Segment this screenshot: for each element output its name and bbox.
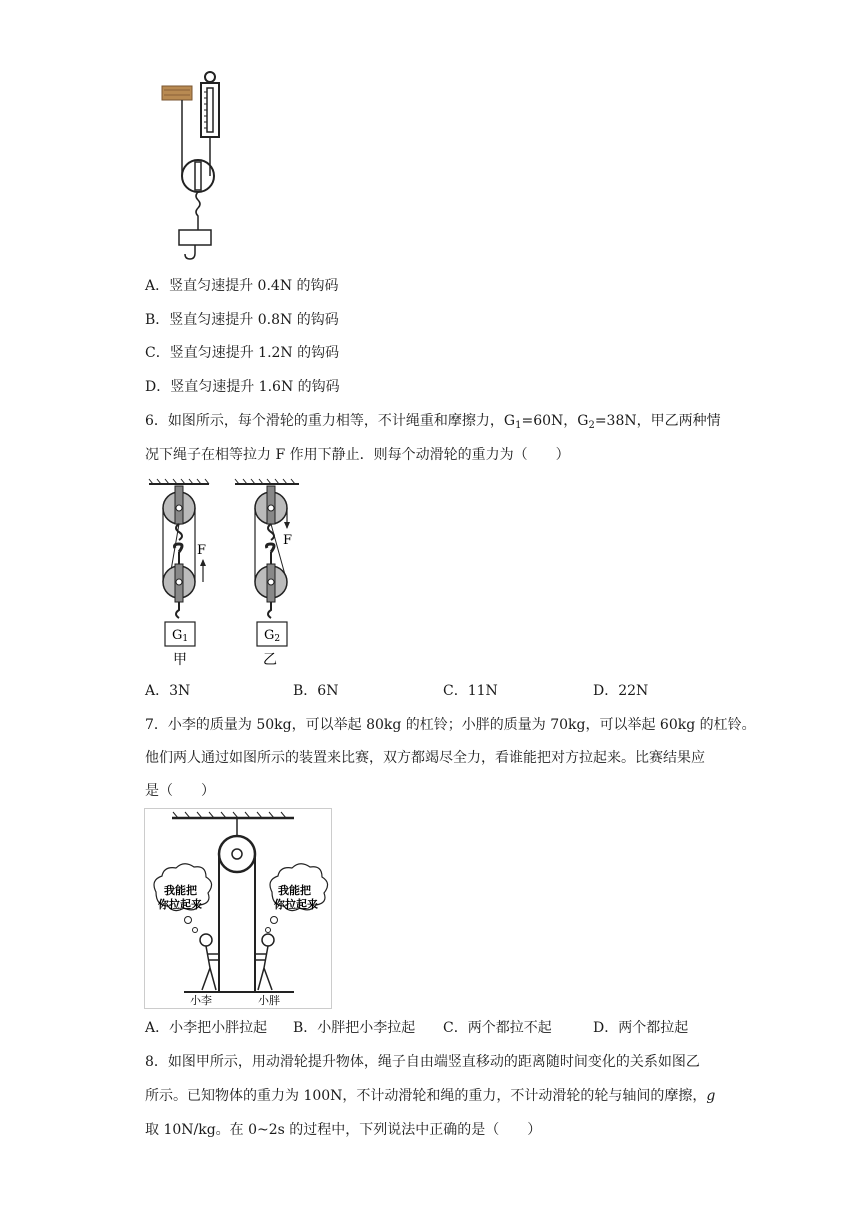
svg-text:你拉起来: 你拉起来 [274, 898, 318, 911]
svg-text:我能把: 我能把 [278, 884, 311, 897]
q8-question-line3: 取 10N/kg。在 0~2s 的过程中，下列说法中正确的是（ ） [145, 1122, 542, 1138]
q6-option-d[interactable]: D．22N [593, 683, 649, 699]
svg-text:G1: G1 [172, 628, 189, 644]
svg-text:我能把: 我能把 [164, 884, 197, 897]
svg-text:F: F [283, 533, 293, 548]
svg-text:甲: 甲 [173, 652, 187, 668]
svg-text:你拉起来: 你拉起来 [158, 898, 202, 911]
q7-figure [144, 808, 334, 1010]
q6-question-line2: 况下绳子在相等拉力 F 作用下静止．则每个动滑轮的重力为（ ） [145, 447, 570, 463]
q5-figure [150, 66, 250, 274]
q7-question-line1: 7．小李的质量为 50kg，可以举起 80kg 的杠铃；小胖的质量为 70kg，可以举起 60kg 的杠铃。 [145, 717, 756, 733]
q5-option-a[interactable]: A．竖直匀速提升 0.4N 的钩码 [145, 278, 339, 294]
svg-text:小胖: 小胖 [258, 994, 280, 1007]
q6-figure [145, 478, 315, 674]
q6-option-a[interactable]: A．3N [145, 683, 191, 699]
q8-question-line2: 所示。已知物体的重力为 100N，不计动滑轮和绳的重力，不计动滑轮的轮与轴间的摩擦，g [145, 1088, 716, 1104]
hook-weight [179, 230, 211, 245]
q7-question-line3: 是（ ） [145, 783, 215, 799]
q5-option-c[interactable]: C．竖直匀速提升 1.2N 的钩码 [145, 345, 340, 361]
pulley-system-yi [235, 479, 299, 668]
svg-text:乙: 乙 [263, 652, 277, 668]
spring-scale [201, 83, 219, 137]
force-arrow-jia [200, 559, 206, 566]
person-xiaoli [200, 934, 219, 990]
svg-text:G2: G2 [264, 628, 281, 644]
q8-question-line1: 8．如图甲所示，用动滑轮提升物体，绳子自由端竖直移动的距离随时间变化的关系如图乙 [145, 1054, 700, 1070]
q6-option-b[interactable]: B．6N [293, 683, 339, 699]
force-arrow-yi [284, 522, 290, 529]
svg-text:小李: 小李 [190, 994, 212, 1007]
q5-option-b[interactable]: B．竖直匀速提升 0.8N 的钩码 [145, 312, 339, 328]
q7-option-d[interactable]: D．两个都拉起 [593, 1020, 689, 1036]
q7-option-c[interactable]: C．两个都拉不起 [443, 1020, 552, 1036]
svg-text:F: F [197, 543, 207, 558]
q7-option-a[interactable]: A．小李把小胖拉起 [145, 1020, 268, 1036]
q6-option-c[interactable]: C．11N [443, 683, 498, 699]
q7-option-b[interactable]: B．小胖把小李拉起 [293, 1020, 416, 1036]
person-xiaopang [255, 934, 274, 990]
q7-question-line2: 他们两人通过如图所示的装置来比赛，双方都竭尽全力，看谁能把对方拉起来。比赛结果应 [145, 750, 705, 766]
wooden-support [162, 86, 192, 100]
q6-question-line1: 6．如图所示，每个滑轮的重力相等，不计绳重和摩擦力，$G_1=60N$，$G_2=38N$，甲乙两种情 [145, 413, 721, 431]
q5-option-d[interactable]: D．竖直匀速提升 1.6N 的钩码 [145, 379, 340, 395]
pulley-system-jia [149, 479, 209, 668]
